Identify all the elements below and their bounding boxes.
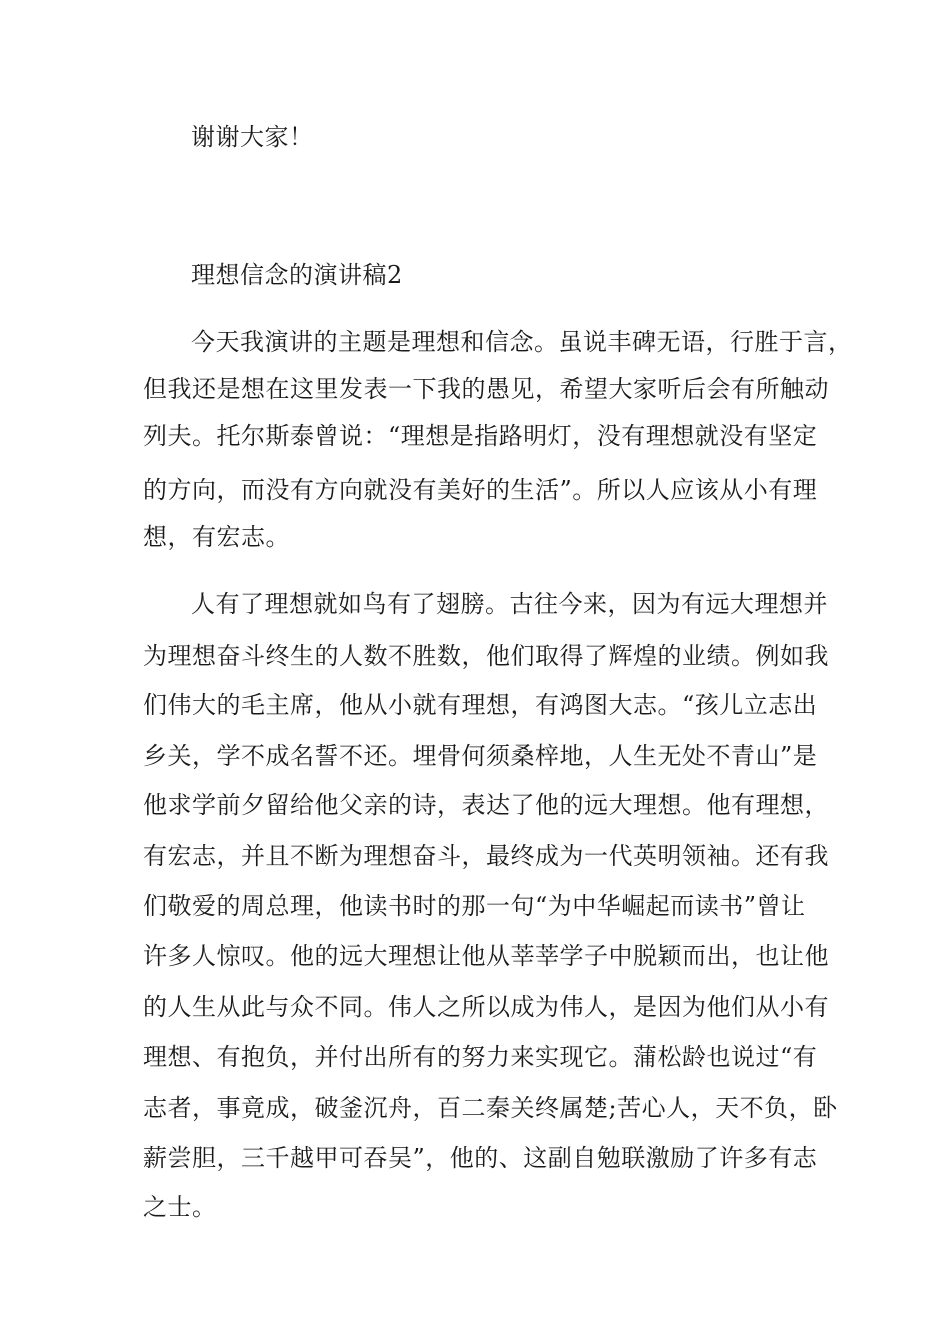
paragraph-line: 的人生从此与众不同。伟人之所以成为伟人，是因为他们从小有 [143,993,829,1021]
paragraph-line: 们敬爱的周总理，他读书时的那一句“为中华崛起而读书”曾让 [143,892,806,920]
paragraph-line: 今天我演讲的主题是理想和信念。虽说丰碑无语，行胜于言， [191,328,853,356]
paragraph-line: 理想、有抱负，并付出所有的努力来实现它。蒲松龄也说过“有 [143,1043,818,1071]
paragraph-line: 乡关，学不成名誓不还。埋骨何须桑梓地，人生无处不青山”是 [143,742,818,770]
paragraph-line: 薪尝胆，三千越甲可吞吴”，他的、这副自勉联激励了许多有志 [143,1144,818,1172]
closing-line: 谢谢大家！ [191,123,314,151]
paragraph-line: 想，有宏志。 [143,523,290,551]
paragraph-line: 们伟大的毛主席，他从小就有理想，有鸿图大志。“孩儿立志出 [143,691,818,719]
paragraph-line: 列夫。托尔斯泰曾说：“理想是指路明灯，没有理想就没有坚定 [143,422,818,450]
paragraph-line: 许多人惊叹。他的远大理想让他从莘莘学子中脱颖而出，也让他 [143,942,829,970]
paragraph-line: 有宏志，并且不断为理想奋斗，最终成为一代英明领袖。还有我 [143,842,829,870]
paragraph-line: 他求学前夕留给他父亲的诗，表达了他的远大理想。他有理想， [143,791,829,819]
paragraph-line: 之士。 [143,1193,217,1221]
paragraph-line: 的方向，而没有方向就没有美好的生活”。所以人应该从小有理 [143,476,818,504]
paragraph-line: 但我还是想在这里发表一下我的愚见，希望大家听后会有所触动 [143,375,829,403]
section-heading: 理想信念的演讲稿2 [191,261,403,289]
paragraph-line: 人有了理想就如鸟有了翅膀。古往今来，因为有远大理想并 [191,590,828,618]
paragraph-line: 志者，事竟成，破釜沉舟，百二秦关终属楚;苦心人，天不负，卧 [143,1094,838,1122]
paragraph-line: 为理想奋斗终生的人数不胜数，他们取得了辉煌的业绩。例如我 [143,642,829,670]
